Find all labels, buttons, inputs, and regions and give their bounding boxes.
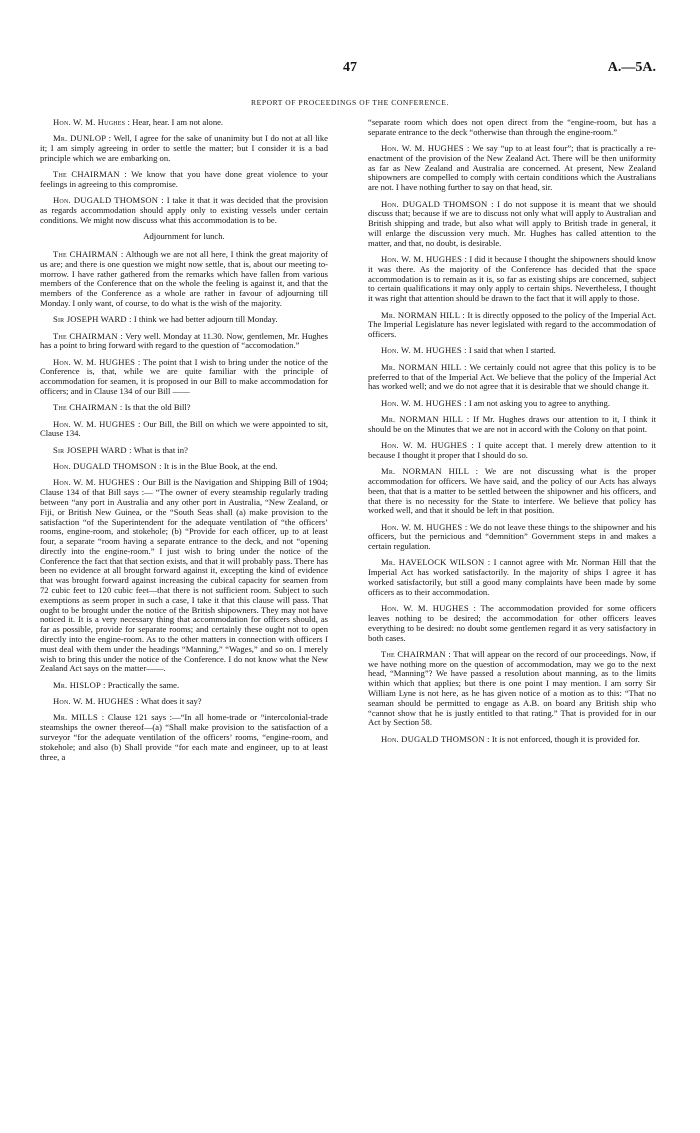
speaker-name: Hon. W. M. HUGHES : bbox=[381, 603, 477, 614]
speech-paragraph bbox=[368, 346, 656, 356]
speaker-name: Sir JOSEPH WARD : bbox=[53, 444, 132, 455]
document-reference: A.—5A. bbox=[607, 60, 656, 75]
speaker-name: Mr. HAVELOCK WILSON : bbox=[381, 557, 491, 568]
speech-text: Is that the old Bill? bbox=[124, 402, 191, 413]
speech-text: Our Bill is the Navigation and Shipping Bill of 1904; Clause 134 of that Bill says :— “The owner of every steamship regularly trading between “any port in Australia and any other port in Australia, “New Zealand, or Fiji, or British New Guinea, or the “South Seas shall (a) make provision to the satisfaction “of the Superintendent for the adequate ventilation of “the officers’ rooms, engine-room, and stokehole; (b) “Provide for each officer, up to at least four, a separate “room having a separate entrance to the deck, and not “opening directly into the engine-room.” I just wish to bring under the notice of the Conference the fact that that section exists, and that it will probably pass. There has been no evidence at all brought forward against it, excepting the kind of evidence that was brought forward against increasing the cubical capacity for seamen from 72 cubic feet to 120 cubic feet—that there is not sufficient room. Subject to such exemptions as seem proper in such a case, I take it that this clause will pass. That ought to be brought under the notice of the British shipowners. They may not have noticed it. It is a very necessary thing that accommodation for officers should, as far as possible, provide for separate rooms; and certainly these ought not to open directly into the engine-room. As to the other matters in connection with officers I must deal with them under the headings “Manning,” “Wages,” and so on. I merely wish to bring this under the notice of the Conference. I do not know what the New Zealand Act says on the matter——. bbox=[40, 477, 328, 674]
speech-text: What is that in? bbox=[133, 444, 188, 455]
speech-text: We are not discussing what is the proper accommodation for officers. We have said, and the policy of our Acts has always been, that that is a matter to be settled between the shipowner and his officers, and that there is no necessity for the State to interfere. We believe that policy has worked well, and that it should be left in that position. bbox=[368, 466, 656, 516]
speaker-name: Mr. NORMAN HILL : bbox=[381, 309, 466, 320]
speech-text: Very well. Monday at 11.30. Now, gentlemen, Mr. Hughes has a point to bring forward with regard to the question of “accomodation.” bbox=[40, 330, 328, 351]
speech-paragraph bbox=[368, 118, 656, 138]
speech-paragraph bbox=[40, 462, 328, 472]
speaker-name: The CHAIRMAN : bbox=[53, 402, 123, 413]
speech-text: I do not suppose it is meant that we should discuss that; because if we are to discuss not only what will apply to Australian and British shipping and trade, but also what will apply to British trade in general, it will enlarge the discussion very much. Mr. Hughes has called attention to the matter, and that, no doubt, is desirable. bbox=[368, 198, 656, 248]
speech-paragraph bbox=[368, 650, 656, 728]
speaker-name: Mr. NORMAN HILL : bbox=[381, 413, 470, 424]
speech-text: Hear, hear. I am not alone. bbox=[132, 117, 224, 127]
speech-paragraph bbox=[368, 558, 656, 597]
speaker-name: The CHAIRMAN : bbox=[53, 330, 123, 341]
speech-paragraph bbox=[40, 170, 328, 190]
speaker-name: Mr. NORMAN HILL : bbox=[381, 361, 467, 372]
speaker-name: Hon. W. M. HUGHES : bbox=[381, 397, 467, 408]
speech-text: We know that you have done great violence to your feelings in agreeing to this compromise. bbox=[40, 169, 328, 189]
speech-text: That will appear on the record of our proceedings. Now, if we have nothing more on the question of accommodation, may we go to the next head, “Manning”? We have passed a resolution about manning, as to the limits within which that applies; but there is one point I may mention. I am sorry Sir William Lyne is not here, as he has given notice of a motion as to this: “That no seaman should be permitted to engage as A.B. on board any British ship who “cannot show that he is justly entitled to that rating.” That is provided for in our Act by Section 58. bbox=[368, 648, 656, 728]
speaker-name: Sir JOSEPH WARD : bbox=[53, 314, 132, 325]
speech-text: We say “up to at least four”; that is practically a re-enactment of the provision of the New Zealand Act. There will be then uniformity as far as New Zealand and Australia are concerned. At present, New Zealand shipowners are compelled to comply with certain conditions which the Australians are not. I have nothing further to say on that head, sir. bbox=[368, 143, 656, 193]
speech-text: Well, I agree for the sake of unanimity but I do not at all like it; I am simply agreeing in order to settle the matter; but I consider it is a bad principle which we are embarking on. bbox=[40, 133, 328, 163]
page-number: 47 bbox=[343, 60, 357, 75]
speaker-name: Hon. W. M. HUGHES : bbox=[381, 345, 467, 356]
speaker-name: Hon. W. M. Hughes : bbox=[53, 117, 131, 127]
speech-text: Adjournment for lunch. bbox=[143, 231, 225, 242]
speech-paragraph bbox=[40, 196, 328, 225]
speech-paragraph bbox=[368, 144, 656, 193]
speaker-name: Mr. DUNLOP : bbox=[53, 133, 112, 144]
speech-text: Clause 121 says :—“In all home-trade or “intercolonial-trade steamships the owner thereof—(a) “Shall make provision to the satisfaction of a surveyor “for the adequate ventilation of the officers’ rooms, “engine-room, and stokehole; and also (b) Shall provide “for each mate and engineer, up to at least three, a bbox=[40, 712, 328, 762]
speech-text: I am not asking you to agree to anything. bbox=[468, 397, 610, 408]
speaker-name: Hon. W. M. HUGHES : bbox=[381, 440, 474, 451]
speech-paragraph bbox=[368, 415, 656, 435]
speech-paragraph bbox=[40, 713, 328, 762]
speech-text: Our Bill, the Bill on which we were appointed to sit, Clause 134. bbox=[40, 418, 328, 439]
speech-paragraph bbox=[368, 363, 656, 392]
speaker-name: Mr. HISLOP : bbox=[53, 679, 106, 690]
speech-text: I take it that it was decided that the provision as regards accommodation should apply only to existing vessels under certain conditions. We might now discuss what this accommodation is to be. bbox=[40, 195, 328, 225]
speech-text: I cannot agree with Mr. Norman Hill that the Imperial Act has worked satisfactorily. In the majority of ships I agree it has worked satisfactorily, but still a good many complaints have been made by some officers as to their accommodation. bbox=[368, 557, 656, 597]
speech-paragraph bbox=[368, 604, 656, 643]
speaker-name: Hon. W. M. HUGHES : bbox=[53, 696, 139, 707]
speech-text: I did it because I thought the shipowners should know it was there. As the majority of the Conference has decided that the space accommodation is to remain as it is, so far as existing ships are concerned, subject to certain qualifications it may only apply to certain ships. Nevertheless, I thought it was right that attention should be drawn to the fact that it will apply to those. bbox=[368, 254, 656, 304]
speech-paragraph bbox=[368, 441, 656, 461]
speaker-name: The CHAIRMAN : bbox=[53, 248, 124, 259]
speaker-name: The CHAIRMAN : bbox=[381, 648, 451, 659]
running-head: REPORT OF PROCEEDINGS OF THE CONFERENCE. bbox=[251, 98, 449, 107]
speech-text: The accommodation provided for some officers leaves nothing to be desired; the accommodation for other officers leaves everything to be desired: no doubt some gentlemen regard it as very satisfactory in both cases. bbox=[368, 603, 656, 643]
speech-paragraph bbox=[40, 446, 328, 456]
speech-text: It is directly opposed to the policy of the Imperial Act. The Imperial Legislature has never legislated with regard to the accommodation of officers. bbox=[368, 309, 656, 340]
speech-text: I think we had better adjourn till Monday. bbox=[133, 314, 278, 325]
speech-text: I quite accept that. I merely drew attention to it because I thought it proper that I should do so. bbox=[368, 440, 656, 460]
speaker-name: Hon. W. M. HUGHES : bbox=[381, 521, 468, 532]
speaker-name: Mr. MILLS : bbox=[53, 712, 105, 723]
speech-paragraph bbox=[40, 681, 328, 691]
speech-paragraph bbox=[40, 134, 328, 163]
speech-paragraph bbox=[40, 420, 328, 440]
speaker-name: Hon. W. M. HUGHES : bbox=[53, 356, 141, 367]
speech-text: If Mr. Hughes draws our attention to it, I think it should be on the Minutes that we are not in accord with the Colony on that point. bbox=[368, 413, 656, 434]
speaker-name: Hon. DUGALD THOMSON : bbox=[381, 733, 490, 744]
speech-paragraph bbox=[40, 332, 328, 352]
speaker-name: Hon. DUGALD THOMSON : bbox=[381, 198, 494, 209]
speech-paragraph bbox=[40, 697, 328, 707]
speech-paragraph bbox=[368, 735, 656, 745]
speech-paragraph bbox=[40, 478, 328, 674]
speaker-name: Hon. DUGALD THOMSON : bbox=[53, 195, 164, 206]
speech-paragraph bbox=[368, 467, 656, 516]
speech-text: It is not enforced, though it is provided for. bbox=[491, 733, 640, 744]
speaker-name: Hon. DUGALD THOMSON : bbox=[53, 461, 162, 472]
speaker-name: The CHAIRMAN : bbox=[53, 169, 127, 180]
speech-paragraph bbox=[40, 118, 328, 128]
speech-paragraph bbox=[40, 315, 328, 325]
speaker-name: Hon. W. M. HUGHES : bbox=[381, 254, 468, 265]
speech-paragraph bbox=[40, 403, 328, 413]
left-column bbox=[40, 118, 328, 769]
speech-text: “separate room which does not open direct from the “engine-room, but has a separate entrance to the deck “otherwise than through the engine-room.” bbox=[368, 117, 656, 137]
speech-paragraph bbox=[368, 523, 656, 552]
speech-text: We certainly could not agree that this policy is to be preferred to that of the Imperial Act. We believe that the policy of the Imperial Act has worked well; and we do not agree that it is desirable that we should change it. bbox=[368, 361, 656, 392]
section-heading bbox=[40, 232, 328, 242]
speech-paragraph bbox=[368, 399, 656, 409]
speech-paragraph bbox=[368, 200, 656, 249]
speaker-name: Hon. W. M. HUGHES : bbox=[53, 477, 140, 488]
speech-text: What does it say? bbox=[140, 696, 202, 707]
speech-text: We do not leave these things to the shipowner and his officers, but the pernicious and “demnition” Government steps in and makes a certain regulation. bbox=[368, 521, 657, 552]
speech-text: Practically the same. bbox=[107, 679, 180, 690]
speech-paragraph bbox=[368, 311, 656, 340]
speaker-name: Mr. NORMAN HILL : bbox=[381, 466, 479, 477]
speaker-name: Hon. W. M. HUGHES : bbox=[53, 418, 141, 429]
speech-text: Although we are not all here, I think the great majority of us are; and there is one question we might now settle, that is, about our meeting to-morrow. I have rather gathered from the remarks which have fallen from various members of the Conference that on the whole the feeling is against it, and that the members of the Conference as a whole are rather in favour of adjourning till Monday. I only want, of course, to do what is the wish of the majority. bbox=[40, 248, 329, 308]
speech-text: It is in the Blue Book, at the end. bbox=[163, 461, 278, 472]
speech-paragraph bbox=[368, 255, 656, 304]
speech-text: The point that I wish to bring under the notice of the Conference is, that, while we are quite familiar with the principle of accommodation for seamen, it is proposed in our Bill to make accommodation for officers; and in Clause 134 of our Bill —— bbox=[40, 356, 328, 397]
speaker-name: Hon. W. M. HUGHES : bbox=[381, 143, 470, 154]
right-column bbox=[368, 118, 656, 751]
speech-paragraph bbox=[40, 250, 328, 309]
speech-text: I said that when I started. bbox=[468, 345, 556, 356]
speech-paragraph bbox=[40, 358, 328, 397]
